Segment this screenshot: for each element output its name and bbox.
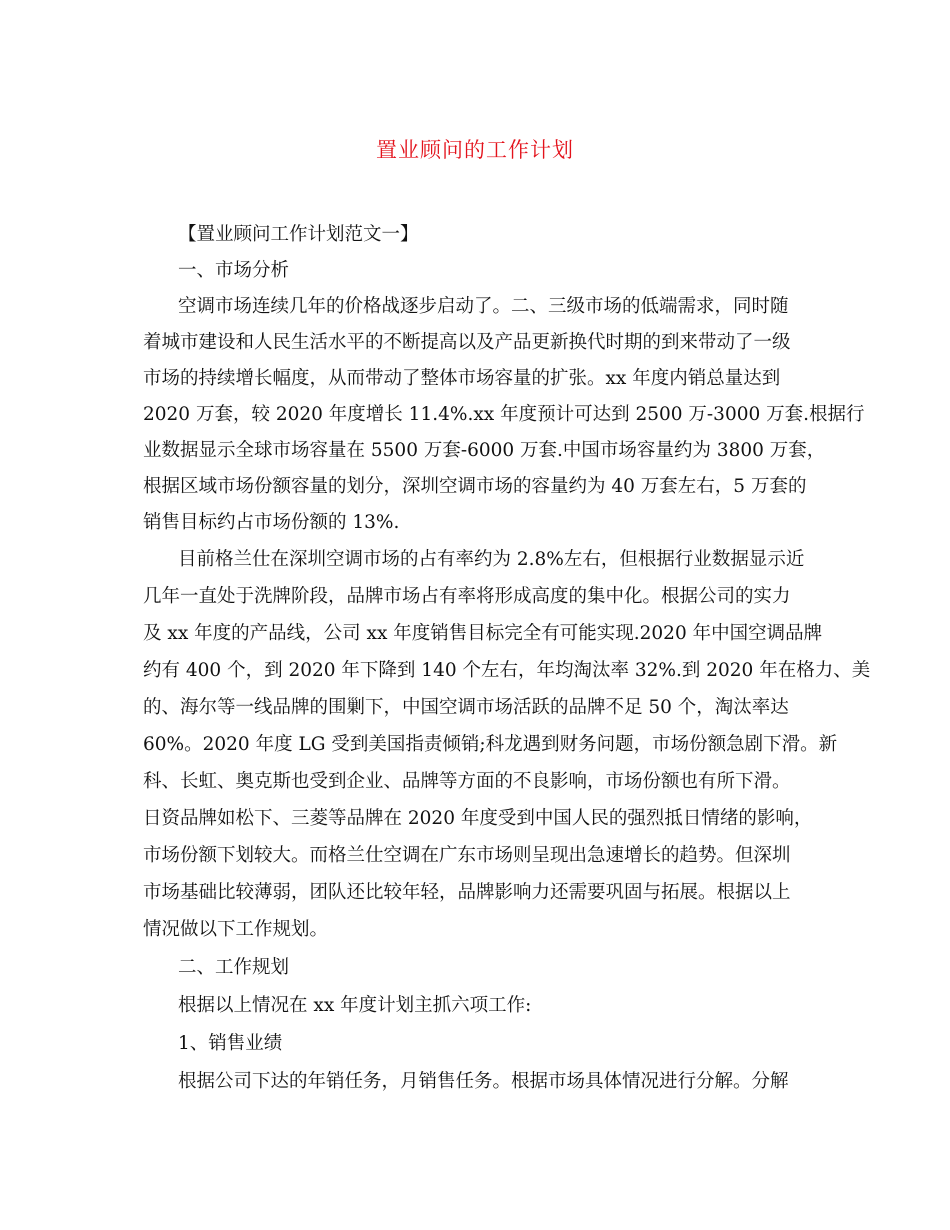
document-title: 置业顾问的工作计划 (376, 138, 574, 162)
text-line: 市场份额下划较大。而格兰仕空调在广东市场则呈现出急速增长的趋势。但深圳 (143, 845, 791, 866)
text-line: 着城市建设和人民生活水平的不断提高以及产品更新换代时期的到来带动了一级 (143, 332, 791, 353)
text-line: 二、工作规划 (178, 957, 290, 978)
text-line: 市场的持续增长幅度，从而带动了整体市场容量的扩张。xx 年度内销总量达到 (143, 368, 781, 389)
text-line: 2020 万套，较 2020 年度增长 11.4%.xx 年度预计可达到 2500 万-3000 万套.根据行 (143, 404, 865, 425)
text-line: 根据以上情况在 xx 年度计划主抓六项工作: (178, 995, 532, 1016)
text-line: 业数据显示全球市场容量在 5500 万套-6000 万套.中国市场容量约为 3800 万套， (143, 440, 826, 461)
text-line: 根据公司下达的年销任务，月销售任务。根据市场具体情况进行分解。分解 (178, 1071, 789, 1092)
text-line: 的、海尔等一线品牌的围剿下，中国空调市场活跃的品牌不足 50 个，淘汰率达 (143, 697, 789, 718)
text-line: 科、长虹、奥克斯也受到企业、品牌等方面的不良影响，市场份额也有所下滑。 (143, 771, 791, 792)
text-line: 一、市场分析 (178, 260, 290, 281)
text-line: 根据区域市场份额容量的划分，深圳空调市场的容量约为 40 万套左右，5 万套的 (143, 476, 807, 497)
text-line: 几年一直处于洗牌阶段，品牌市场占有率将形成高度的集中化。根据公司的实力 (143, 586, 791, 607)
text-line: 约有 400 个，到 2020 年下降到 140 个左右，年均淘汰率 32%.到 2020 年在格力、美 (143, 660, 871, 681)
text-line: 1、销售业绩 (178, 1033, 283, 1054)
text-line: 市场基础比较薄弱，团队还比较年轻，品牌影响力还需要巩固与拓展。根据以上 (143, 882, 791, 903)
document-body (143, 217, 871, 1100)
text-line: 目前格兰仕在深圳空调市场的占有率约为 2.8%左右，但根据行业数据显示近 (178, 549, 805, 570)
text-line: 及 xx 年度的产品线，公司 xx 年度销售目标完全有可能实现.2020 年中国空调品牌 (143, 623, 823, 644)
text-line: 空调市场连续几年的价格战逐步启动了。二、三级市场的低端需求，同时随 (178, 296, 789, 317)
text-line: 日资品牌如松下、三菱等品牌在 2020 年度受到中国人民的强烈抵日情绪的影响， (143, 808, 813, 829)
text-line: 情况做以下工作规划。 (143, 919, 329, 940)
text-line: 60%。2020 年度 LG 受到美国指责倾销;科龙遇到财务问题，市场份额急剧下滑。新 (143, 734, 838, 755)
text-line: 销售目标约占市场份额的 13%. (143, 512, 400, 533)
text-line: 【置业顾问工作计划范文一】 (178, 224, 419, 245)
